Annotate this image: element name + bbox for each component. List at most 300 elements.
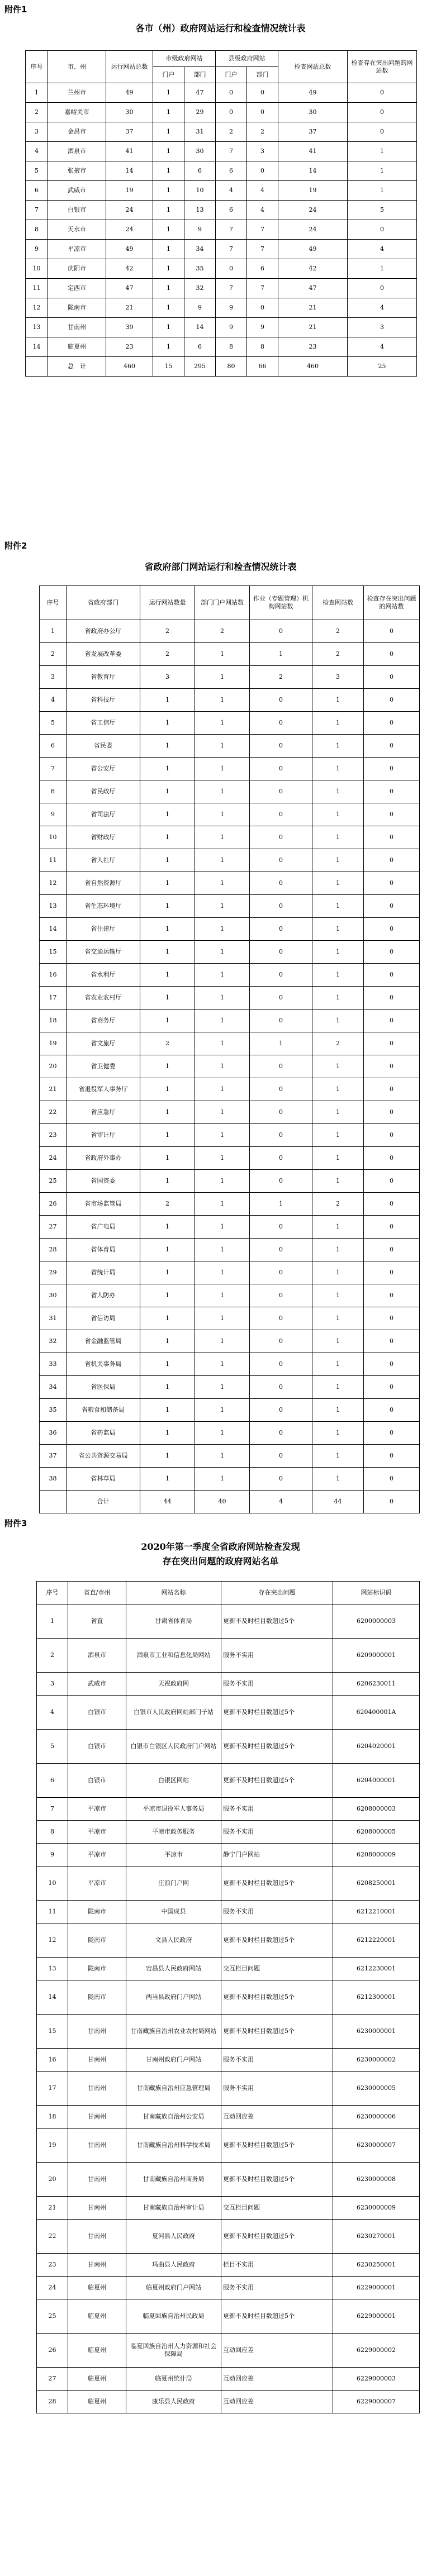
table-row <box>40 826 420 849</box>
table-cell: 6 <box>40 735 67 758</box>
table-cell: 甘南州 <box>48 318 106 337</box>
table-row <box>40 1124 420 1147</box>
table-cell: 1 <box>312 1101 364 1124</box>
table-cell: 省科技厅 <box>67 689 140 712</box>
table-cell: 19 <box>278 181 348 201</box>
table-cell: 更新不及时栏目数超过5个 <box>221 2163 333 2197</box>
table-row <box>40 1147 420 1170</box>
table-cell: 0 <box>250 849 312 872</box>
table-row <box>40 1353 420 1376</box>
table-cell: 0 <box>364 1261 420 1284</box>
table-cell: 11 <box>26 279 48 298</box>
table-cell: 1 <box>312 1399 364 1422</box>
table-cell: 1 <box>312 1376 364 1399</box>
table-cell: 服务不实用 <box>221 1901 333 1923</box>
table-cell: 2 <box>312 620 364 643</box>
table-cell: 0 <box>250 918 312 941</box>
table-cell: 6212230001 <box>333 1958 420 1980</box>
table-cell: 1 <box>140 803 195 826</box>
table-row <box>37 2391 420 2413</box>
table-cell: 1 <box>312 872 364 895</box>
table-cell: 10 <box>184 181 216 201</box>
table-cell: 9 <box>247 318 278 337</box>
table-cell: 0 <box>250 1261 312 1284</box>
table-cell: 1 <box>140 1399 195 1422</box>
table-cell: 临夏州 <box>48 337 106 357</box>
table-cell: 1 <box>312 1445 364 1468</box>
col-header: 检查网站数 <box>312 586 364 620</box>
table-cell: 47 <box>278 279 348 298</box>
table-cell: 省广电局 <box>67 1216 140 1239</box>
table-cell: 7 <box>247 240 278 259</box>
table-cell: 1 <box>140 1445 195 1468</box>
table-row <box>40 1055 420 1078</box>
table-cell: 1 <box>153 279 184 298</box>
table-cell: 22 <box>40 1101 67 1124</box>
table-cell: 24 <box>37 2277 68 2299</box>
table-cell: 18 <box>37 2106 68 2129</box>
table-cell: 1 <box>195 941 250 964</box>
table-row <box>40 1170 420 1193</box>
table-cell: 1 <box>153 161 184 181</box>
table-cell: 1 <box>140 712 195 735</box>
table-cell: 24 <box>106 201 153 220</box>
table-row <box>37 2197 420 2220</box>
table-cell: 0 <box>216 103 247 122</box>
table-cell: 14 <box>37 1980 68 2015</box>
table-cell: 21 <box>278 298 348 318</box>
table-cell: 1 <box>195 689 250 712</box>
table-cell: 0 <box>364 1284 420 1307</box>
table-cell: 24 <box>40 1147 67 1170</box>
table-cell: 1 <box>348 142 417 161</box>
table-cell: 4 <box>26 142 48 161</box>
table-cell: 1 <box>26 83 48 103</box>
table-cell: 平凉市 <box>48 240 106 259</box>
table-cell: 1 <box>140 1078 195 1101</box>
table-cell: 9 <box>26 240 48 259</box>
table-cell: 0 <box>250 1124 312 1147</box>
table-cell: 1 <box>195 1399 250 1422</box>
table-cell: 甘南藏族自治州审计局 <box>126 2197 221 2220</box>
table-cell: 37 <box>40 1445 67 1468</box>
table-cell: 省发展改革委 <box>67 643 140 666</box>
table-cell: 6 <box>37 1764 68 1798</box>
table-cell: 29 <box>40 1261 67 1284</box>
table-cell: 0 <box>364 803 420 826</box>
table-cell: 1 <box>195 826 250 849</box>
annex-3-title-line2: 存在突出问题的政府网站名单 <box>162 1556 279 1566</box>
table-cell: 30 <box>106 103 153 122</box>
table-cell: 省体育局 <box>67 1239 140 1261</box>
table-cell: 甘南州 <box>68 2106 126 2129</box>
table-cell: 1 <box>140 1284 195 1307</box>
table-cell: 合计 <box>67 1491 140 1513</box>
table-cell: 武威市 <box>48 181 106 201</box>
table-cell: 26 <box>37 2334 68 2368</box>
table-cell: 2 <box>312 643 364 666</box>
table-cell: 1 <box>140 780 195 803</box>
table-cell: 0 <box>364 826 420 849</box>
table-cell: 1 <box>140 1170 195 1193</box>
table-cell: 23 <box>278 337 348 357</box>
table-cell: 34 <box>184 240 216 259</box>
table-cell: 21 <box>106 298 153 318</box>
table-row <box>40 1376 420 1399</box>
table-cell: 19 <box>37 2129 68 2163</box>
table-cell: 5 <box>348 201 417 220</box>
table-row <box>37 1798 420 1821</box>
col-header: 省政府部门 <box>67 586 140 620</box>
col-header: 检查网站总数 <box>278 51 348 83</box>
table-cell: 6206230011 <box>333 1673 420 1696</box>
table-cell: 1 <box>140 1307 195 1330</box>
table-cell: 6 <box>216 161 247 181</box>
table-cell: 省人社厅 <box>67 849 140 872</box>
table-row <box>40 941 420 964</box>
table-cell: 35 <box>40 1399 67 1422</box>
table-cell: 服务不实用 <box>221 1639 333 1673</box>
table-cell: 11 <box>40 849 67 872</box>
table-cell: 更新不及时栏目数超过5个 <box>221 1696 333 1730</box>
annex-1-title: 各市（州）政府网站运行和检查情况统计表 <box>135 23 306 34</box>
table-cell: 1 <box>140 1216 195 1239</box>
table-cell: 6230270001 <box>333 2220 420 2254</box>
table-cell: 36 <box>40 1422 67 1445</box>
table-cell: 酒泉市 <box>68 1639 126 1673</box>
table-row <box>40 1032 420 1055</box>
table-cell: 1 <box>312 1170 364 1193</box>
table-cell: 6230000007 <box>333 2129 420 2163</box>
table-cell: 省民政厅 <box>67 780 140 803</box>
table-cell: 3 <box>312 666 364 689</box>
table-row <box>40 1422 420 1445</box>
table-cell: 1 <box>312 1468 364 1491</box>
table-cell: 1 <box>195 1124 250 1147</box>
table-cell: 0 <box>348 103 417 122</box>
table-cell: 0 <box>250 1399 312 1422</box>
table-cell: 1 <box>195 1422 250 1445</box>
table-row <box>26 103 417 122</box>
col-header: 市级政府网站 <box>153 51 216 67</box>
table-cell: 省水利厅 <box>67 964 140 987</box>
table-cell: 1 <box>140 1353 195 1376</box>
table-cell: 32 <box>184 279 216 298</box>
table-cell: 更新不及时栏目数超过5个 <box>221 2129 333 2163</box>
table-cell: 47 <box>184 83 216 103</box>
table-cell: 0 <box>250 895 312 918</box>
table-cell: 0 <box>364 712 420 735</box>
table-cell: 省统计局 <box>67 1261 140 1284</box>
table-cell: 更新不及时栏目数超过5个 <box>221 2015 333 2049</box>
table-row <box>26 259 417 279</box>
table-cell: 1 <box>348 161 417 181</box>
table-row <box>40 964 420 987</box>
table-cell: 49 <box>106 83 153 103</box>
table-cell: 20 <box>40 1055 67 1078</box>
table-cell: 兰州市 <box>48 83 106 103</box>
table-cell: 省公共资源交易局 <box>67 1445 140 1468</box>
table-row <box>40 987 420 1010</box>
table-row <box>37 2220 420 2254</box>
table-cell: 30 <box>278 103 348 122</box>
table-row <box>37 1639 420 1673</box>
table-cell: 0 <box>364 1170 420 1193</box>
table-cell: 26 <box>40 1193 67 1216</box>
table-cell: 文县人民政府 <box>126 1923 221 1958</box>
table-cell: 4 <box>250 1491 312 1513</box>
table-cell: 陇南市 <box>68 1901 126 1923</box>
table-cell: 服务不实用 <box>221 1798 333 1821</box>
table-cell: 0 <box>364 1491 420 1513</box>
table-cell: 1 <box>250 643 312 666</box>
table-cell: 临夏回族自治州民政局 <box>126 2299 221 2334</box>
table-cell: 15 <box>153 357 184 377</box>
table-cell: 嘉峪关市 <box>48 103 106 122</box>
annex-3-table <box>36 1581 420 2413</box>
table-row <box>26 279 417 298</box>
table-cell: 2 <box>26 103 48 122</box>
table-cell: 7 <box>247 279 278 298</box>
table-cell: 66 <box>247 357 278 377</box>
table-cell: 1 <box>140 735 195 758</box>
col-header: 省直/市州 <box>68 1582 126 1604</box>
table-cell: 1 <box>195 1170 250 1193</box>
table-cell: 2 <box>140 1193 195 1216</box>
table-cell: 1 <box>195 849 250 872</box>
table-cell: 0 <box>247 298 278 318</box>
table-cell: 省商务厅 <box>67 1010 140 1032</box>
table-cell: 14 <box>26 337 48 357</box>
table-row <box>37 2334 420 2368</box>
table-cell: 0 <box>250 1468 312 1491</box>
table-cell: 31 <box>40 1307 67 1330</box>
table-row <box>37 1901 420 1923</box>
table-cell: 甘南藏族自治州商务局 <box>126 2163 221 2197</box>
table-cell: 8 <box>40 780 67 803</box>
table-cell: 6229000003 <box>333 2368 420 2391</box>
table-row <box>37 1980 420 2015</box>
table-cell: 1 <box>312 689 364 712</box>
table-row <box>40 712 420 735</box>
table-cell: 省应急厅 <box>67 1101 140 1124</box>
table-cell: 0 <box>250 1307 312 1330</box>
table-row <box>40 620 420 643</box>
table-cell: 10 <box>37 1866 68 1901</box>
table-cell: 1 <box>312 941 364 964</box>
table-cell: 1 <box>195 780 250 803</box>
table-row <box>26 181 417 201</box>
table-cell: 1 <box>195 643 250 666</box>
table-cell: 34 <box>40 1376 67 1399</box>
table-cell: 1 <box>153 337 184 357</box>
table-row <box>26 298 417 318</box>
table-cell: 1 <box>140 689 195 712</box>
table-cell: 两当县政府门户网站 <box>126 1980 221 2015</box>
table-cell: 0 <box>364 1330 420 1353</box>
table-cell: 临夏回族自治州人力资源和社会保障局 <box>126 2334 221 2368</box>
table-cell: 49 <box>278 83 348 103</box>
table-cell: 服务不实用 <box>221 2072 333 2106</box>
table-row <box>37 2072 420 2106</box>
table-cell: 省公安厅 <box>67 758 140 780</box>
table-cell: 省住建厅 <box>67 918 140 941</box>
table-cell: 0 <box>364 1078 420 1101</box>
table-cell: 35 <box>184 259 216 279</box>
table-cell <box>26 357 48 377</box>
table-row <box>40 1491 420 1513</box>
table-cell: 1 <box>312 1307 364 1330</box>
table-cell: 夏河县人民政府 <box>126 2220 221 2254</box>
table-row <box>37 1696 420 1730</box>
table-cell: 0 <box>364 1101 420 1124</box>
table-cell: 11 <box>37 1901 68 1923</box>
table-cell: 1 <box>153 259 184 279</box>
table-cell: 0 <box>364 1193 420 1216</box>
table-cell: 27 <box>40 1216 67 1239</box>
table-cell: 15 <box>40 941 67 964</box>
table-cell: 19 <box>106 181 153 201</box>
col-header: 网站标识码 <box>333 1582 420 1604</box>
table-cell: 6230000005 <box>333 2072 420 2106</box>
table-cell: 临夏州 <box>68 2299 126 2334</box>
table-cell: 1 <box>140 1261 195 1284</box>
table-row <box>40 1239 420 1261</box>
table-cell: 7 <box>40 758 67 780</box>
table-cell: 0 <box>348 122 417 142</box>
table-row <box>40 1010 420 1032</box>
table-cell: 4 <box>348 240 417 259</box>
table-cell: 1 <box>312 1147 364 1170</box>
table-cell: 28 <box>40 1239 67 1261</box>
table-cell: 平凉市 <box>68 1821 126 1844</box>
table-cell: 0 <box>364 1124 420 1147</box>
table-cell: 甘南州 <box>68 2072 126 2106</box>
table-cell: 白银市白银区人民政府门户网站 <box>126 1730 221 1764</box>
col-header: 作业（专题管理）机构网站数 <box>250 586 312 620</box>
table-cell: 0 <box>250 1445 312 1468</box>
table-cell: 0 <box>216 259 247 279</box>
table-cell: 更新不及时栏目数超过5个 <box>221 1923 333 1958</box>
table-cell: 0 <box>364 1307 420 1330</box>
table-cell: 1 <box>312 1239 364 1261</box>
table-cell: 平凉市 <box>68 1844 126 1866</box>
table-cell: 1 <box>140 1330 195 1353</box>
table-cell: 1 <box>195 1261 250 1284</box>
table-cell: 6208000005 <box>333 1821 420 1844</box>
annex-2-title: 省政府部门网站运行和检查情况统计表 <box>144 561 297 572</box>
table-cell: 甘南州 <box>68 2129 126 2163</box>
table-cell: 中国成县 <box>126 1901 221 1923</box>
table-cell: 1 <box>195 712 250 735</box>
table-cell: 41 <box>106 142 153 161</box>
table-cell: 6230250001 <box>333 2254 420 2277</box>
table-cell: 甘南州 <box>68 2163 126 2197</box>
table-cell: 临夏州 <box>68 2277 126 2299</box>
table-cell: 1 <box>312 1055 364 1078</box>
table-cell: 23 <box>40 1124 67 1147</box>
table-cell: 3 <box>26 122 48 142</box>
table-cell: 22 <box>37 2220 68 2254</box>
table-cell: 13 <box>40 895 67 918</box>
table-cell: 0 <box>247 83 278 103</box>
table-cell: 5 <box>40 712 67 735</box>
table-cell: 0 <box>250 1239 312 1261</box>
table-cell: 1 <box>312 895 364 918</box>
table-cell: 服务不实用 <box>221 2277 333 2299</box>
table-cell: 省文旅厅 <box>67 1032 140 1055</box>
table-cell: 6229000007 <box>333 2391 420 2413</box>
table-cell: 甘南州 <box>68 2049 126 2072</box>
table-cell: 1 <box>195 1307 250 1330</box>
table-cell: 甘南州 <box>68 2197 126 2220</box>
col-header: 门户 <box>153 67 184 83</box>
table-cell: 4 <box>247 181 278 201</box>
table-cell: 6229000002 <box>333 2334 420 2368</box>
table-cell: 2 <box>312 1193 364 1216</box>
table-cell: 更新不及时栏目数超过5个 <box>221 1730 333 1764</box>
table-cell: 甘肃省体育局 <box>126 1604 221 1639</box>
col-header: 检查存在突出问题的网站数 <box>348 51 417 83</box>
table-cell: 460 <box>278 357 348 377</box>
table-cell: 1 <box>140 918 195 941</box>
table-cell: 27 <box>37 2368 68 2391</box>
table-cell: 1 <box>312 1353 364 1376</box>
annex-3-title-line1: 2020年第一季度全省政府网站检查发现 <box>141 1541 300 1552</box>
table-cell: 1 <box>312 987 364 1010</box>
table-cell: 1 <box>153 122 184 142</box>
table-row <box>40 1445 420 1468</box>
col-header: 部门 <box>184 67 216 83</box>
table-cell: 3 <box>247 142 278 161</box>
table-cell: 18 <box>40 1010 67 1032</box>
table-cell: 临夏州 <box>68 2391 126 2413</box>
table-cell: 17 <box>37 2072 68 2106</box>
table-cell: 平凉市 <box>126 1844 221 1866</box>
table-cell: 24 <box>106 220 153 240</box>
table-cell: 互动回应差 <box>221 2106 333 2129</box>
table-cell: 0 <box>364 987 420 1010</box>
table-cell: 20 <box>37 2163 68 2197</box>
table-cell: 1 <box>140 1239 195 1261</box>
table-row <box>40 1261 420 1284</box>
table-cell: 19 <box>40 1032 67 1055</box>
table-cell: 省市场监管局 <box>67 1193 140 1216</box>
table-cell: 13 <box>184 201 216 220</box>
table-row <box>40 1307 420 1330</box>
table-cell: 1 <box>312 918 364 941</box>
col-header: 网站名称 <box>126 1582 221 1604</box>
table-cell: 更新不及时栏目数超过5个 <box>221 1764 333 1798</box>
table-cell: 1 <box>195 1032 250 1055</box>
table-row <box>37 2254 420 2277</box>
table-cell: 4 <box>348 298 417 318</box>
table-cell: 酒泉市 <box>48 142 106 161</box>
table-cell: 平凉市退役军人事务局 <box>126 1798 221 1821</box>
table-row <box>40 1468 420 1491</box>
table-cell: 陇南市 <box>48 298 106 318</box>
table-cell: 1 <box>195 1101 250 1124</box>
col-header: 市、州 <box>48 51 106 83</box>
table-cell: 6212220001 <box>333 1923 420 1958</box>
table-cell: 互动回应差 <box>221 2368 333 2391</box>
table-cell: 陇南市 <box>68 1923 126 1958</box>
table-cell: 甘南藏族自治州公安局 <box>126 2106 221 2129</box>
table-cell: 21 <box>40 1078 67 1101</box>
table-row <box>37 1923 420 1958</box>
table-cell: 4 <box>37 1696 68 1730</box>
table-cell: 省直 <box>68 1604 126 1639</box>
